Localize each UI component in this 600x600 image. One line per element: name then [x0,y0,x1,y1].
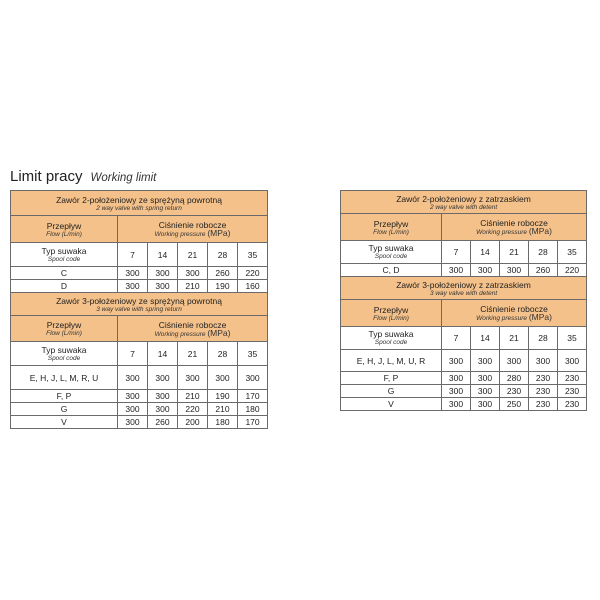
flow-value: 300 [238,366,268,390]
pressure-row [341,327,587,350]
table-title: Zawór 3-położeniowy z zatrzaskiem 3 way valve with detent [341,277,587,300]
spool-code: C, D [341,264,442,277]
flow-value: 300 [148,390,178,403]
flow-value: 300 [118,267,148,280]
pressure-header: Ciśnienie robocze Working pressure (MPa) [442,214,587,241]
pressure-value: 35 [558,327,587,350]
table-title-row [341,191,587,214]
table-title-row [11,191,268,216]
table-row [341,385,587,398]
flow-value: 300 [442,350,471,372]
flow-value: 220 [178,403,208,416]
flow-value: 300 [148,403,178,416]
table-row [341,350,587,372]
flow-value: 280 [500,372,529,385]
spool-code-label: Typ suwaka Spool code [341,241,442,264]
detent-limits-table [340,190,587,411]
spool-code: V [341,398,442,411]
pressure-value: 35 [238,342,268,366]
flow-value: 300 [178,366,208,390]
pressure-value: 14 [148,243,178,267]
table-title: Zawór 2-położeniowy z zatrzaskiem 2 way valve with detent [341,191,587,214]
flow-header: Przepływ Flow (L/min) [341,214,442,241]
flow-value: 300 [442,372,471,385]
pressure-row [11,342,268,366]
pressure-value: 28 [208,243,238,267]
flow-value: 230 [558,385,587,398]
spool-code: G [11,403,118,416]
pressure-value: 21 [500,327,529,350]
pressure-value: 14 [471,327,500,350]
pressure-value: 35 [558,241,587,264]
flow-value: 180 [208,416,238,429]
flow-value: 260 [529,264,558,277]
flow-value: 210 [178,390,208,403]
flow-value: 300 [178,267,208,280]
table-row [11,403,268,416]
spool-code: V [11,416,118,429]
flow-value: 300 [148,366,178,390]
spool-code: E, H, J, L, M, U, R [341,350,442,372]
flow-value: 300 [208,366,238,390]
flow-value: 300 [442,264,471,277]
pressure-row [341,241,587,264]
pressure-value: 14 [471,241,500,264]
pressure-value: 28 [529,241,558,264]
pressure-row [11,243,268,267]
spool-code: F, P [11,390,118,403]
spool-code: C [11,267,118,280]
spool-code-label: Typ suwaka Spool code [11,342,118,366]
flow-value: 170 [238,390,268,403]
spool-code-label: Typ suwaka Spool code [11,243,118,267]
pressure-value: 28 [208,342,238,366]
flow-value: 300 [118,366,148,390]
flow-value: 300 [118,280,148,293]
flow-value: 190 [208,390,238,403]
flow-value: 300 [471,350,500,372]
table-row [341,398,587,411]
flow-value: 250 [500,398,529,411]
flow-value: 220 [558,264,587,277]
flow-header: Przepływ Flow (L/min) [11,316,118,342]
flow-value: 300 [471,385,500,398]
flow-value: 210 [208,403,238,416]
flow-value: 260 [148,416,178,429]
flow-value: 300 [118,390,148,403]
heading-polish: Limit pracy [10,168,83,185]
flow-value: 300 [471,398,500,411]
header-row [341,300,587,327]
flow-header: Przepływ Flow (L/min) [341,300,442,327]
flow-value: 300 [118,416,148,429]
table-title: Zawór 3-położeniowy ze sprężyną powrotną 3 way valve with spring return [11,293,268,316]
header-row [11,216,268,243]
table-title: Zawór 2-położeniowy ze sprężyną powrotną 2 way valve with spring return [11,191,268,216]
pressure-header: Ciśnienie robocze Working pressure (MPa) [118,216,268,243]
flow-value: 300 [500,264,529,277]
flow-value: 300 [471,264,500,277]
header-row [11,316,268,342]
pressure-header: Ciśnienie robocze Working pressure (MPa) [442,300,587,327]
flow-value: 300 [500,350,529,372]
table-title-row [341,277,587,300]
flow-value: 230 [529,398,558,411]
flow-value: 300 [558,350,587,372]
pressure-value: 7 [442,327,471,350]
pressure-value: 7 [442,241,471,264]
pressure-value: 7 [118,243,148,267]
pressure-value: 28 [529,327,558,350]
flow-value: 190 [208,280,238,293]
pressure-value: 7 [118,342,148,366]
flow-value: 220 [238,267,268,280]
flow-value: 300 [148,280,178,293]
flow-value: 300 [529,350,558,372]
flow-value: 300 [118,403,148,416]
pressure-value: 21 [500,241,529,264]
flow-value: 180 [238,403,268,416]
flow-value: 200 [178,416,208,429]
flow-header: Przepływ Flow (L/min) [11,216,118,243]
flow-value: 230 [558,372,587,385]
pressure-value: 21 [178,243,208,267]
heading-english: Working limit [90,172,157,184]
flow-value: 230 [558,398,587,411]
spring-return-limits-table [10,190,268,429]
flow-value: 170 [238,416,268,429]
header-row [341,214,587,241]
spool-code: E, H, J, L, M, R, U [11,366,118,390]
table-row [11,416,268,429]
flow-value: 300 [442,398,471,411]
spool-code-label: Typ suwaka Spool code [341,327,442,350]
table-row [11,267,268,280]
flow-value: 260 [208,267,238,280]
table-row [11,390,268,403]
flow-value: 230 [529,372,558,385]
spool-code: G [341,385,442,398]
spool-code: D [11,280,118,293]
spool-code: F, P [341,372,442,385]
flow-value: 160 [238,280,268,293]
flow-value: 300 [471,372,500,385]
table-row [341,372,587,385]
table-row [11,280,268,293]
pressure-value: 35 [238,243,268,267]
flow-value: 230 [500,385,529,398]
pressure-value: 21 [178,342,208,366]
page-heading [10,168,156,186]
table-title-row [11,293,268,316]
flow-value: 210 [178,280,208,293]
pressure-value: 14 [148,342,178,366]
flow-value: 300 [442,385,471,398]
flow-value: 230 [529,385,558,398]
pressure-header: Ciśnienie robocze Working pressure (MPa) [118,316,268,342]
flow-value: 300 [148,267,178,280]
table-row [11,366,268,390]
table-row [341,264,587,277]
